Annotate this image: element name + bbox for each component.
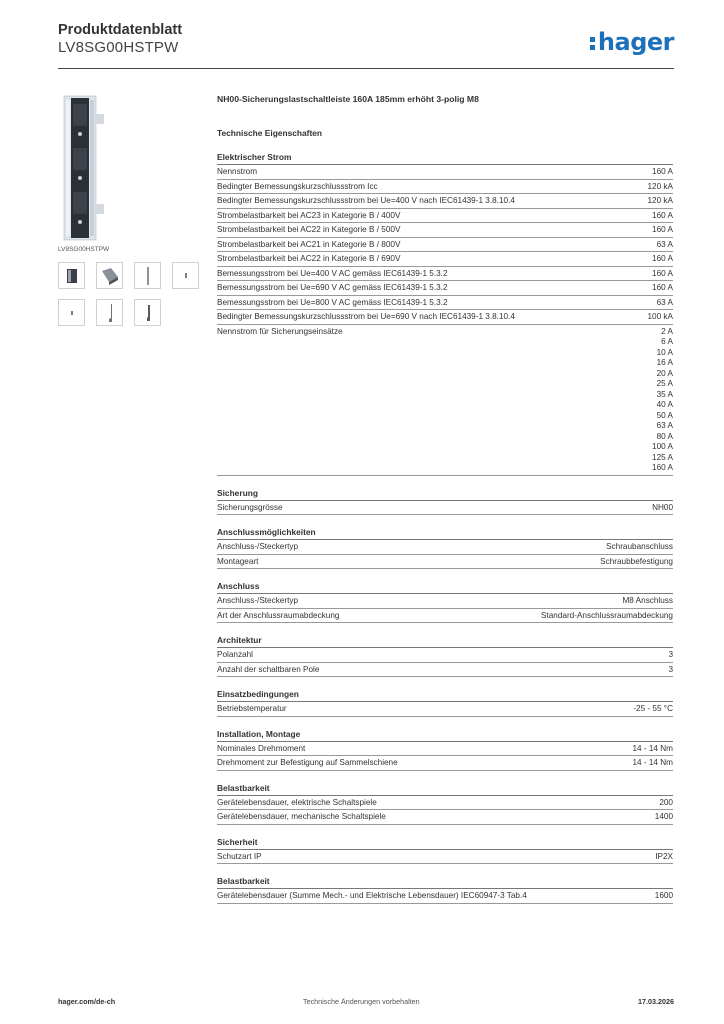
footer-website-link[interactable]: hager.com/de-ch bbox=[58, 997, 116, 1006]
thumbnail-4[interactable] bbox=[172, 262, 199, 289]
spec-value: 14 - 14 Nm bbox=[632, 743, 673, 753]
spec-row-fuse-ratings bbox=[217, 325, 673, 476]
spec-value: Schraubanschluss bbox=[606, 542, 673, 551]
section-heading: Belastbarkeit bbox=[217, 876, 673, 889]
spec-row bbox=[217, 310, 673, 325]
spec-value: 1600 bbox=[654, 891, 673, 900]
spec-row bbox=[217, 296, 673, 311]
spec-value-item: 63 A bbox=[656, 421, 673, 430]
product-photo-icon bbox=[58, 94, 120, 242]
spec-label: Strombelastbarkeit bei AC22 in Kategorie B / 500V bbox=[217, 225, 401, 234]
spec-value: 3 bbox=[668, 650, 673, 659]
thumb-profile-icon bbox=[100, 302, 120, 324]
spec-row bbox=[217, 238, 673, 253]
spec-value: 200 bbox=[659, 797, 673, 807]
spec-value-item: 20 A bbox=[656, 368, 673, 378]
header-divider bbox=[58, 68, 674, 69]
thumb-side-icon bbox=[138, 265, 158, 287]
spec-value: -25 - 55 °C bbox=[633, 704, 673, 713]
thumbnail-1[interactable] bbox=[58, 262, 85, 289]
document-title: Produktdatenblatt bbox=[58, 22, 183, 38]
spec-label: Bemessungsstrom bei Ue=800 V AC gemäss IEC61439-1 5.3.2 bbox=[217, 297, 448, 307]
thumbnail-6[interactable] bbox=[96, 299, 123, 326]
section-heading: Anschlussmöglichkeiten bbox=[217, 527, 673, 540]
section-heading: Sicherheit bbox=[217, 837, 673, 850]
section-heading: Sicherung bbox=[217, 488, 673, 501]
spec-value: M8 Anschluss bbox=[622, 596, 673, 605]
spec-label: Bedingter Bemessungskurzschlussstrom bei Ue=690 V nach IEC61439-1 3.8.10.4 bbox=[217, 312, 515, 321]
product-description: NH00-Sicherungslastschaltleiste 160A 185mm erhöht 3-polig M8 bbox=[217, 94, 479, 104]
spec-label: Art der Anschlussraumabdeckung bbox=[217, 610, 340, 620]
logo-dots-icon bbox=[590, 35, 596, 51]
spec-label: Polanzahl bbox=[217, 650, 253, 659]
spec-label: Strombelastbarkeit bei AC21 in Kategorie B / 800V bbox=[217, 239, 401, 249]
product-code: LV8SG00HSTPW bbox=[58, 39, 179, 56]
spec-label: Bedingter Bemessungskurzschlussstrom bei Ue=400 V nach IEC61439-1 3.8.10.4 bbox=[217, 196, 515, 205]
spec-value-item: 50 A bbox=[656, 410, 673, 420]
spec-row bbox=[217, 810, 673, 825]
spec-value: 160 A bbox=[652, 210, 673, 220]
spec-label: Montageart bbox=[217, 556, 259, 566]
spec-row bbox=[217, 501, 673, 516]
spec-value: 160 A bbox=[652, 283, 673, 292]
spec-value-item: 100 A bbox=[652, 442, 673, 451]
image-column bbox=[58, 94, 203, 326]
thumbnail-3[interactable] bbox=[134, 262, 161, 289]
thumbnail-gallery bbox=[58, 262, 203, 326]
section-heading: Elektrischer Strom bbox=[217, 152, 673, 165]
thumbnail-2[interactable] bbox=[96, 262, 123, 289]
spec-sections bbox=[217, 152, 673, 904]
spec-value: Schraubbefestigung bbox=[600, 556, 673, 566]
spec-row bbox=[217, 702, 673, 717]
logo-text: hager bbox=[597, 28, 674, 56]
thumbnail-5[interactable] bbox=[58, 299, 85, 326]
spec-value-item: 10 A bbox=[656, 347, 673, 357]
spec-row bbox=[217, 756, 673, 771]
spec-value: NH00 bbox=[652, 502, 673, 512]
thumb-bottom-icon bbox=[62, 302, 82, 324]
thumbnail-7[interactable] bbox=[134, 299, 161, 326]
spec-value-item: 6 A bbox=[661, 337, 673, 346]
spec-value: 160 A bbox=[652, 268, 673, 278]
spec-value-item: 160 A bbox=[652, 463, 673, 472]
spec-value-item: 35 A bbox=[656, 389, 673, 399]
spec-label: Anzahl der schaltbaren Pole bbox=[217, 664, 320, 674]
spec-row bbox=[217, 267, 673, 282]
spec-row bbox=[217, 555, 673, 570]
spec-value: 1400 bbox=[654, 812, 673, 821]
spec-row bbox=[217, 648, 673, 663]
spec-label: Bemessungsstrom bei Ue=690 V AC gemäss IEC61439-1 5.3.2 bbox=[217, 283, 448, 292]
thumb-front-icon bbox=[62, 266, 82, 286]
thumb-top-icon bbox=[176, 265, 196, 287]
spec-value-item: 2 A bbox=[661, 326, 673, 336]
spec-label: Anschluss-/Steckertyp bbox=[217, 542, 298, 551]
spec-label: Gerätelebensdauer, mechanische Schaltspiele bbox=[217, 812, 386, 821]
spec-row bbox=[217, 850, 673, 865]
thumb-rear-icon bbox=[138, 302, 158, 324]
spec-label: Bemessungsstrom bei Ue=400 V AC gemäss IEC61439-1 5.3.2 bbox=[217, 268, 448, 278]
spec-value: 160 A bbox=[652, 225, 673, 234]
section-heading: Einsatzbedingungen bbox=[217, 689, 673, 702]
spec-value: 120 kA bbox=[647, 181, 673, 191]
spec-row bbox=[217, 180, 673, 195]
spec-row bbox=[217, 742, 673, 757]
spec-label: Sicherungsgrösse bbox=[217, 502, 283, 512]
spec-value: 100 kA bbox=[647, 312, 673, 321]
spec-label: Schutzart IP bbox=[217, 851, 262, 861]
spec-row bbox=[217, 252, 673, 267]
spec-label: Gerätelebensdauer (Summe Mech.- und Elektrische Lebensdauer) IEC60947-3 Tab.4 bbox=[217, 891, 527, 900]
spec-label: Strombelastbarkeit bei AC23 in Kategorie B / 400V bbox=[217, 210, 401, 220]
spec-value-item: 25 A bbox=[656, 379, 673, 388]
spec-row bbox=[217, 223, 673, 238]
spec-label: Nennstrom für Sicherungseinsätze bbox=[217, 326, 343, 336]
thumb-angle-icon bbox=[99, 265, 121, 287]
spec-row bbox=[217, 165, 673, 180]
spec-label: Bedingter Bemessungskurzschlussstrom Icc bbox=[217, 181, 378, 191]
spec-label: Drehmoment zur Befestigung auf Sammelschiene bbox=[217, 758, 398, 767]
spec-value-item: 80 A bbox=[656, 431, 673, 441]
technical-properties-title: Technische Eigenschaften bbox=[217, 128, 323, 138]
section-heading: Anschluss bbox=[217, 581, 673, 594]
spec-row bbox=[217, 889, 673, 904]
spec-label: Nominales Drehmoment bbox=[217, 743, 306, 753]
spec-row bbox=[217, 609, 673, 624]
spec-value-item: 125 A bbox=[652, 452, 673, 462]
spec-row bbox=[217, 796, 673, 811]
spec-row bbox=[217, 540, 673, 555]
page-header bbox=[58, 22, 674, 67]
spec-value: 63 A bbox=[656, 239, 673, 249]
spec-row bbox=[217, 281, 673, 296]
section-heading: Installation, Montage bbox=[217, 729, 673, 742]
spec-value: IP2X bbox=[655, 851, 673, 861]
spec-value: Standard-Anschlussraumabdeckung bbox=[541, 610, 673, 620]
section-heading: Architektur bbox=[217, 635, 673, 648]
footer-notice: Technische Änderungen vorbehalten bbox=[303, 997, 420, 1006]
spec-label: Gerätelebensdauer, elektrische Schaltspiele bbox=[217, 797, 377, 807]
spec-row bbox=[217, 194, 673, 209]
product-image bbox=[58, 94, 120, 242]
spec-value-list bbox=[652, 327, 673, 474]
spec-value: 14 - 14 Nm bbox=[632, 758, 673, 767]
image-caption: LV8SG00HSTPW bbox=[58, 246, 110, 253]
hager-logo bbox=[590, 28, 674, 56]
specifications bbox=[217, 94, 673, 904]
spec-row bbox=[217, 209, 673, 224]
spec-row bbox=[217, 663, 673, 678]
spec-value: 3 bbox=[668, 664, 673, 674]
spec-value-item: 40 A bbox=[656, 400, 673, 409]
section-heading: Belastbarkeit bbox=[217, 783, 673, 796]
spec-value-item: 16 A bbox=[656, 358, 673, 367]
spec-value: 120 kA bbox=[647, 196, 673, 205]
footer-date: 17.03.2026 bbox=[638, 997, 674, 1006]
spec-label: Strombelastbarkeit bei AC22 in Kategorie B / 690V bbox=[217, 254, 401, 263]
spec-value: 160 A bbox=[652, 254, 673, 263]
spec-label: Betriebstemperatur bbox=[217, 704, 287, 713]
spec-value: 63 A bbox=[656, 297, 673, 307]
spec-row bbox=[217, 594, 673, 609]
spec-label: Nennstrom bbox=[217, 167, 258, 176]
spec-value: 160 A bbox=[652, 167, 673, 176]
spec-label: Anschluss-/Steckertyp bbox=[217, 596, 298, 605]
